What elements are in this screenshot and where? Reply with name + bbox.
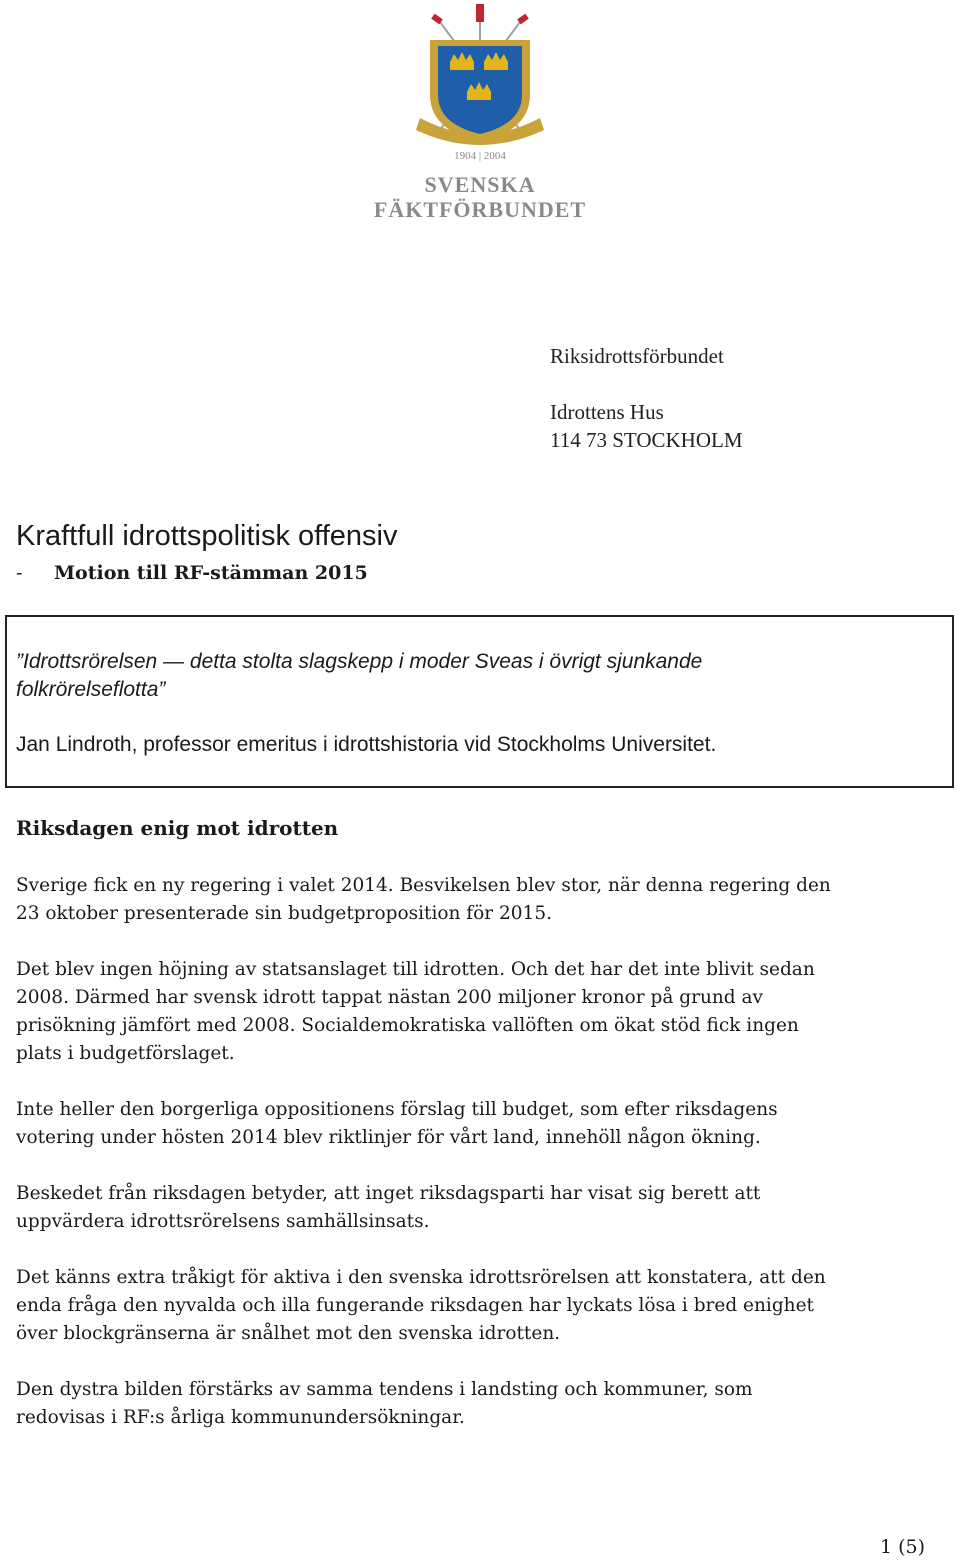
paragraph-line: Sverige fick en ny regering i valet 2014. Besvikelsen blev stor, när denna regering den — [16, 875, 831, 896]
recipient-address-line1: Idrottens Hus — [550, 400, 664, 424]
subtitle-dash: - — [16, 562, 23, 584]
federation-logo — [360, 0, 600, 232]
quote-author: Jan Lindroth, professor emeritus i idrottshistoria vid Stockholms Universitet. — [16, 733, 717, 756]
paragraph — [16, 1096, 946, 1152]
quote-text — [16, 648, 936, 704]
crest-emblem — [360, 0, 600, 150]
logo-years: 1904 | 2004 — [454, 150, 506, 162]
paragraph-line: 23 oktober presenterade sin budgetproposition för 2015. — [16, 903, 552, 924]
paragraph-line: votering under hösten 2014 blev riktlinjer för vårt land, innehöll någon ökning. — [16, 1127, 761, 1148]
paragraph-line: Det blev ingen höjning av statsanslaget till idrotten. Och det har det inte blivit sedan — [16, 959, 815, 980]
logo-wordmark-line1: SVENSKA — [424, 172, 536, 197]
logo-wordmark-line2: FÄKTFÖRBUNDET — [373, 197, 587, 222]
paragraph — [16, 956, 946, 1068]
subtitle-text: Motion till RF-stämman 2015 — [54, 562, 368, 584]
paragraph-line: Beskedet från riksdagen betyder, att inget riksdagsparti har visat sig berett att — [16, 1183, 761, 1204]
document-subtitle — [16, 562, 368, 584]
paragraph-line: Det känns extra tråkigt för aktiva i den svenska idrottsrörelsen att konstatera, att den — [16, 1267, 826, 1288]
paragraph-line: redovisas i RF:s årliga kommunundersökningar. — [16, 1407, 465, 1428]
paragraph-line: enda fråga den nyvalda och illa fungerande riksdagen har lyckats lösa i bred enighet — [16, 1295, 814, 1316]
recipient-address-line2: 114 73 STOCKHOLM — [550, 428, 743, 452]
paragraph — [16, 1180, 946, 1236]
paragraph — [16, 1376, 946, 1432]
page-number: 1 (5) — [880, 1536, 926, 1558]
quote-line: folkrörelseflotta” — [16, 678, 166, 701]
paragraph-line: Inte heller den borgerliga oppositionens förslag till budget, som efter riksdagens — [16, 1099, 778, 1120]
paragraph — [16, 872, 946, 928]
document-title: Kraftfull idrottspolitisk offensiv — [16, 520, 398, 552]
paragraph-line: plats i budgetförslaget. — [16, 1043, 235, 1064]
quote-line: ”Idrottsrörelsen — detta stolta slagskepp i moder Sveas i övrigt sjunkande — [16, 650, 703, 673]
paragraph-line: prisökning jämfört med 2008. Socialdemokratiska vallöften om ökat stöd fick ingen — [16, 1015, 799, 1036]
section-heading: Riksdagen enig mot idrotten — [16, 816, 339, 840]
paragraph-line: över blockgränserna är snålhet mot den svenska idrotten. — [16, 1323, 561, 1344]
paragraph-line: 2008. Därmed har svensk idrott tappat nästan 200 miljoner kronor på grund av — [16, 987, 763, 1008]
paragraph-line: Den dystra bilden förstärks av samma tendens i landsting och kommuner, som — [16, 1379, 753, 1400]
quote-box — [5, 615, 954, 788]
paragraph-line: uppvärdera idrottsrörelsens samhällsinsats. — [16, 1211, 430, 1232]
recipient-organization: Riksidrottsförbundet — [550, 344, 724, 368]
paragraph — [16, 1264, 946, 1348]
